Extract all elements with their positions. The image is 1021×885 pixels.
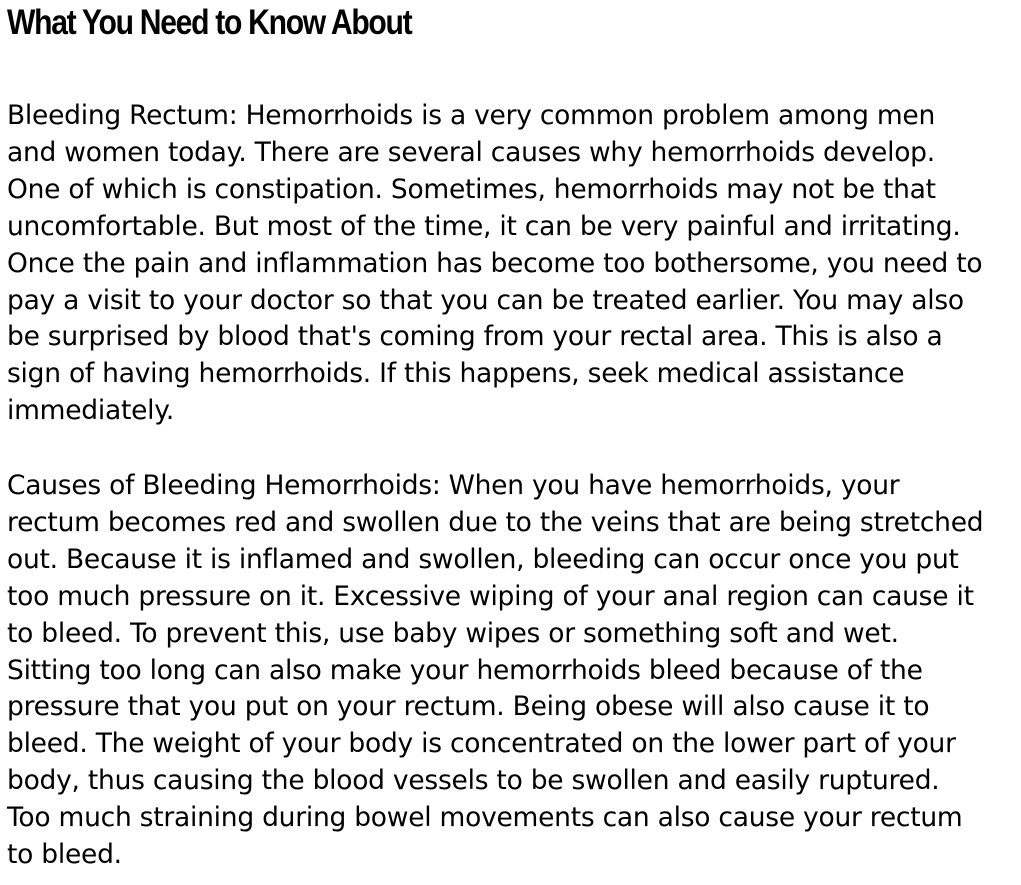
paragraph-line: Too much straining during bowel movements can also cause your rectum — [7, 802, 963, 834]
paragraph-line: One of which is constipation. Sometimes, hemorrhoids may not be that — [7, 173, 936, 205]
article — [7, 0, 1019, 871]
paragraph-line: too much pressure on it. Excessive wiping of your anal region can cause it — [7, 580, 974, 612]
paragraph-causes — [7, 468, 983, 874]
paragraph-line: sign of having hemorrhoids. If this happens, seek medical assistance — [7, 358, 905, 390]
paragraph-line: uncomfortable. But most of the time, it can be very painful and irritating. — [7, 210, 961, 242]
paragraph-line: Sitting too long can also make your hemorrhoids bleed because of the — [7, 654, 923, 686]
paragraph-line: be surprised by blood that's coming from your rectal area. This is also a — [7, 321, 943, 353]
paragraph-line: to bleed. To prevent this, use baby wipes or something soft and wet. — [7, 617, 899, 649]
paragraph-line: Once the pain and inflammation has become too bothersome, you need to — [7, 247, 983, 279]
paragraph-line: immediately. — [7, 395, 175, 427]
article-title: What You Need to Know About — [7, 3, 412, 42]
paragraph-line: pressure that you put on your rectum. Being obese will also cause it to — [7, 691, 930, 723]
paragraph-bleeding-rectum — [7, 98, 982, 430]
paragraph-line: bleed. The weight of your body is concentrated on the lower part of your — [7, 728, 956, 760]
paragraph-line: rectum becomes red and swollen due to the veins that are being stretched — [7, 506, 984, 538]
paragraph-line: and women today. There are several causes why hemorrhoids develop. — [7, 136, 935, 168]
paragraph-line: pay a visit to your doctor so that you can be treated earlier. You may also — [7, 284, 964, 316]
paragraph-line: to bleed. — [7, 839, 122, 871]
paragraph-line: out. Because it is inflamed and swollen, bleeding can occur once you put — [7, 543, 959, 575]
paragraph-line: body, thus causing the blood vessels to be swollen and easily ruptured. — [7, 765, 940, 797]
paragraph-line: Causes of Bleeding Hemorrhoids: When you have hemorrhoids, your — [7, 470, 900, 501]
paragraph-line: Bleeding Rectum: Hemorrhoids is a very common problem among men — [7, 100, 935, 131]
